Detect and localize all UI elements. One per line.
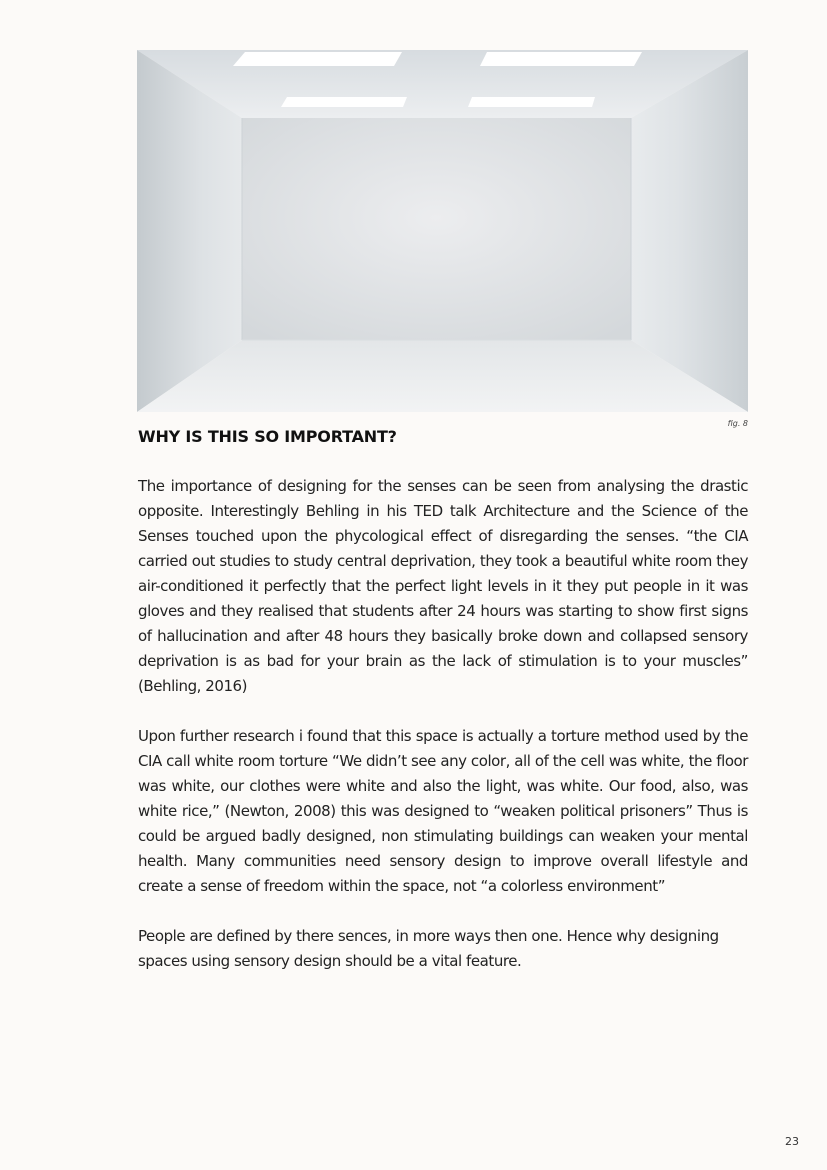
- white-room-figure: [137, 50, 748, 412]
- ceiling-light-panel: [480, 52, 642, 66]
- ceiling-light-panel: [233, 52, 402, 66]
- paragraph: The importance of designing for the senses can be seen from analysing the drastic opposite. Interestingly Behling in his TED talk Architecture and the Science of the Senses touched upon the phycological effect of disregarding the senses. “the CIA carried out studies to study central deprivation, they took a beautiful white room they air-conditioned it perfectly that the perfect light levels in it they put people in it was gloves and they realised that students after 24 hours was starting to show first signs of hallucination and after 48 hours they basically broke down and collapsed sensory deprivation is as bad for your brain as the lack of stimulation is to your muscles” (Behling, 2016): [138, 477, 748, 695]
- ceiling-light-panel: [468, 97, 595, 107]
- body-text: [138, 474, 748, 999]
- figure-caption: fig. 8: [727, 419, 748, 428]
- section-heading: WHY IS THIS SO IMPORTANT?: [138, 427, 397, 446]
- ceiling-light-panel: [281, 97, 407, 107]
- paragraph: People are defined by there sences, in more ways then one. Hence why designing spaces using sensory design should be a vital feature.: [138, 927, 719, 970]
- white-room-illustration: [137, 50, 748, 412]
- paragraph: Upon further research i found that this space is actually a torture method used by the CIA call white room torture “We didn’t see any color, all of the cell was white, the floor was white, our clothes were white and also the light, was white. Our food, also, was white rice,” (Newton, 2008) this was designed to “weaken political prisoners” Thus is could be argued badly designed, non stimulating buildings can weaken your mental health. Many communities need sensory design to improve overall lifestyle and create a sense of freedom within the space, not “a colorless environment”: [138, 727, 748, 895]
- page-number: 23: [785, 1135, 799, 1148]
